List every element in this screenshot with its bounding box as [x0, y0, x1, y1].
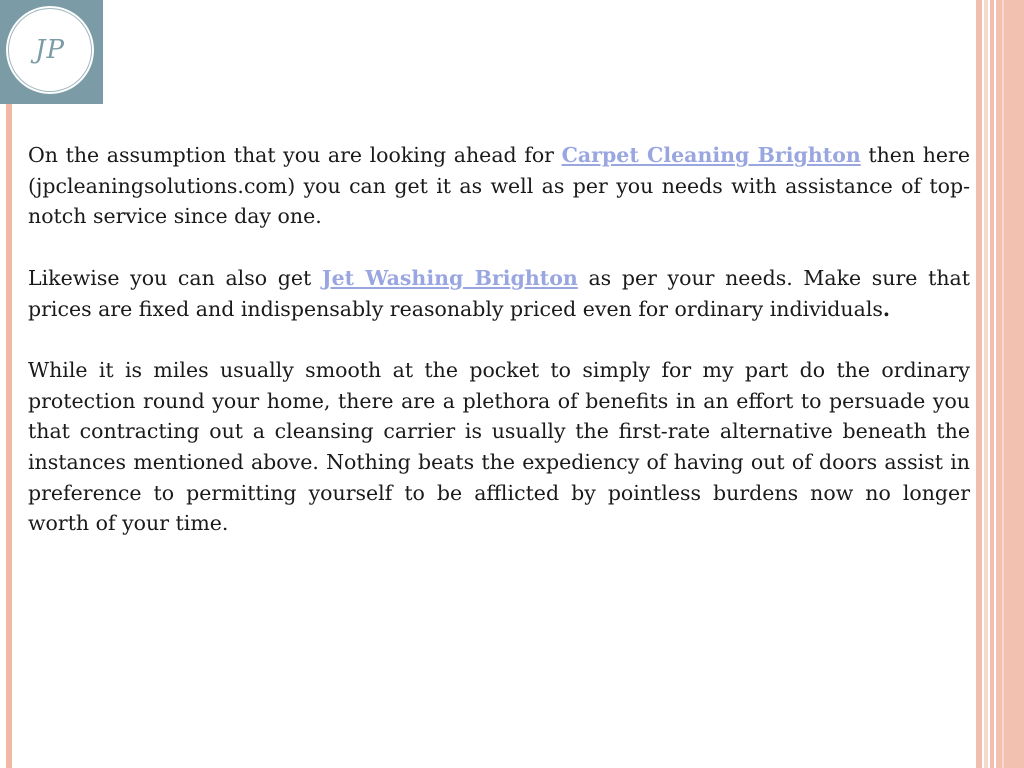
right-accent-stripes [976, 0, 1024, 768]
paragraph-2-period: . [882, 296, 891, 321]
paragraph-2-rest: as per your needs. Make sure that prices are fixed and indispensably reasonably priced even for ordinary individuals [28, 265, 970, 321]
logo-circle [3, 3, 97, 97]
logo-initials: JP [35, 35, 65, 65]
left-accent-stripe [6, 104, 12, 768]
paragraph-1-intro: On the assumption that you are looking ahead for [28, 143, 562, 167]
carpet-cleaning-brighton-link[interactable]: Carpet Cleaning Brighton [561, 143, 861, 167]
paragraph-jet-washing [28, 263, 970, 324]
right-stripe-3 [990, 0, 994, 768]
body-text [28, 140, 970, 570]
jet-washing-brighton-link[interactable]: Jet Washing Brighton [321, 265, 578, 290]
paragraph-benefits: While it is miles usually smooth at the pocket to simply for my part do the ordinary protection round your home, there are a plethora of benefits in an effort to persuade you that contracting out a cleansing carrier is usually the first-rate alternative beneath the instances mentioned above. Nothing beats the expediency of having out of doors assist in preference to permitting yourself to be afflicted by pointless burdens now no longer worth of your time. [28, 357, 970, 536]
right-stripe-2 [984, 0, 988, 768]
paragraph-2-intro: Likewise you can also get [28, 265, 322, 290]
paragraph-1-rest: then here (jpcleaningsolutions.com) you can get it as well as per you needs with assistance of top-notch service since day one. [28, 143, 970, 229]
right-stripe-1 [976, 0, 982, 768]
right-stripe-5 [1002, 0, 1004, 768]
paragraph-carpet-cleaning [28, 140, 970, 232]
logo-badge [0, 0, 103, 104]
right-stripe-4 [996, 0, 1024, 768]
